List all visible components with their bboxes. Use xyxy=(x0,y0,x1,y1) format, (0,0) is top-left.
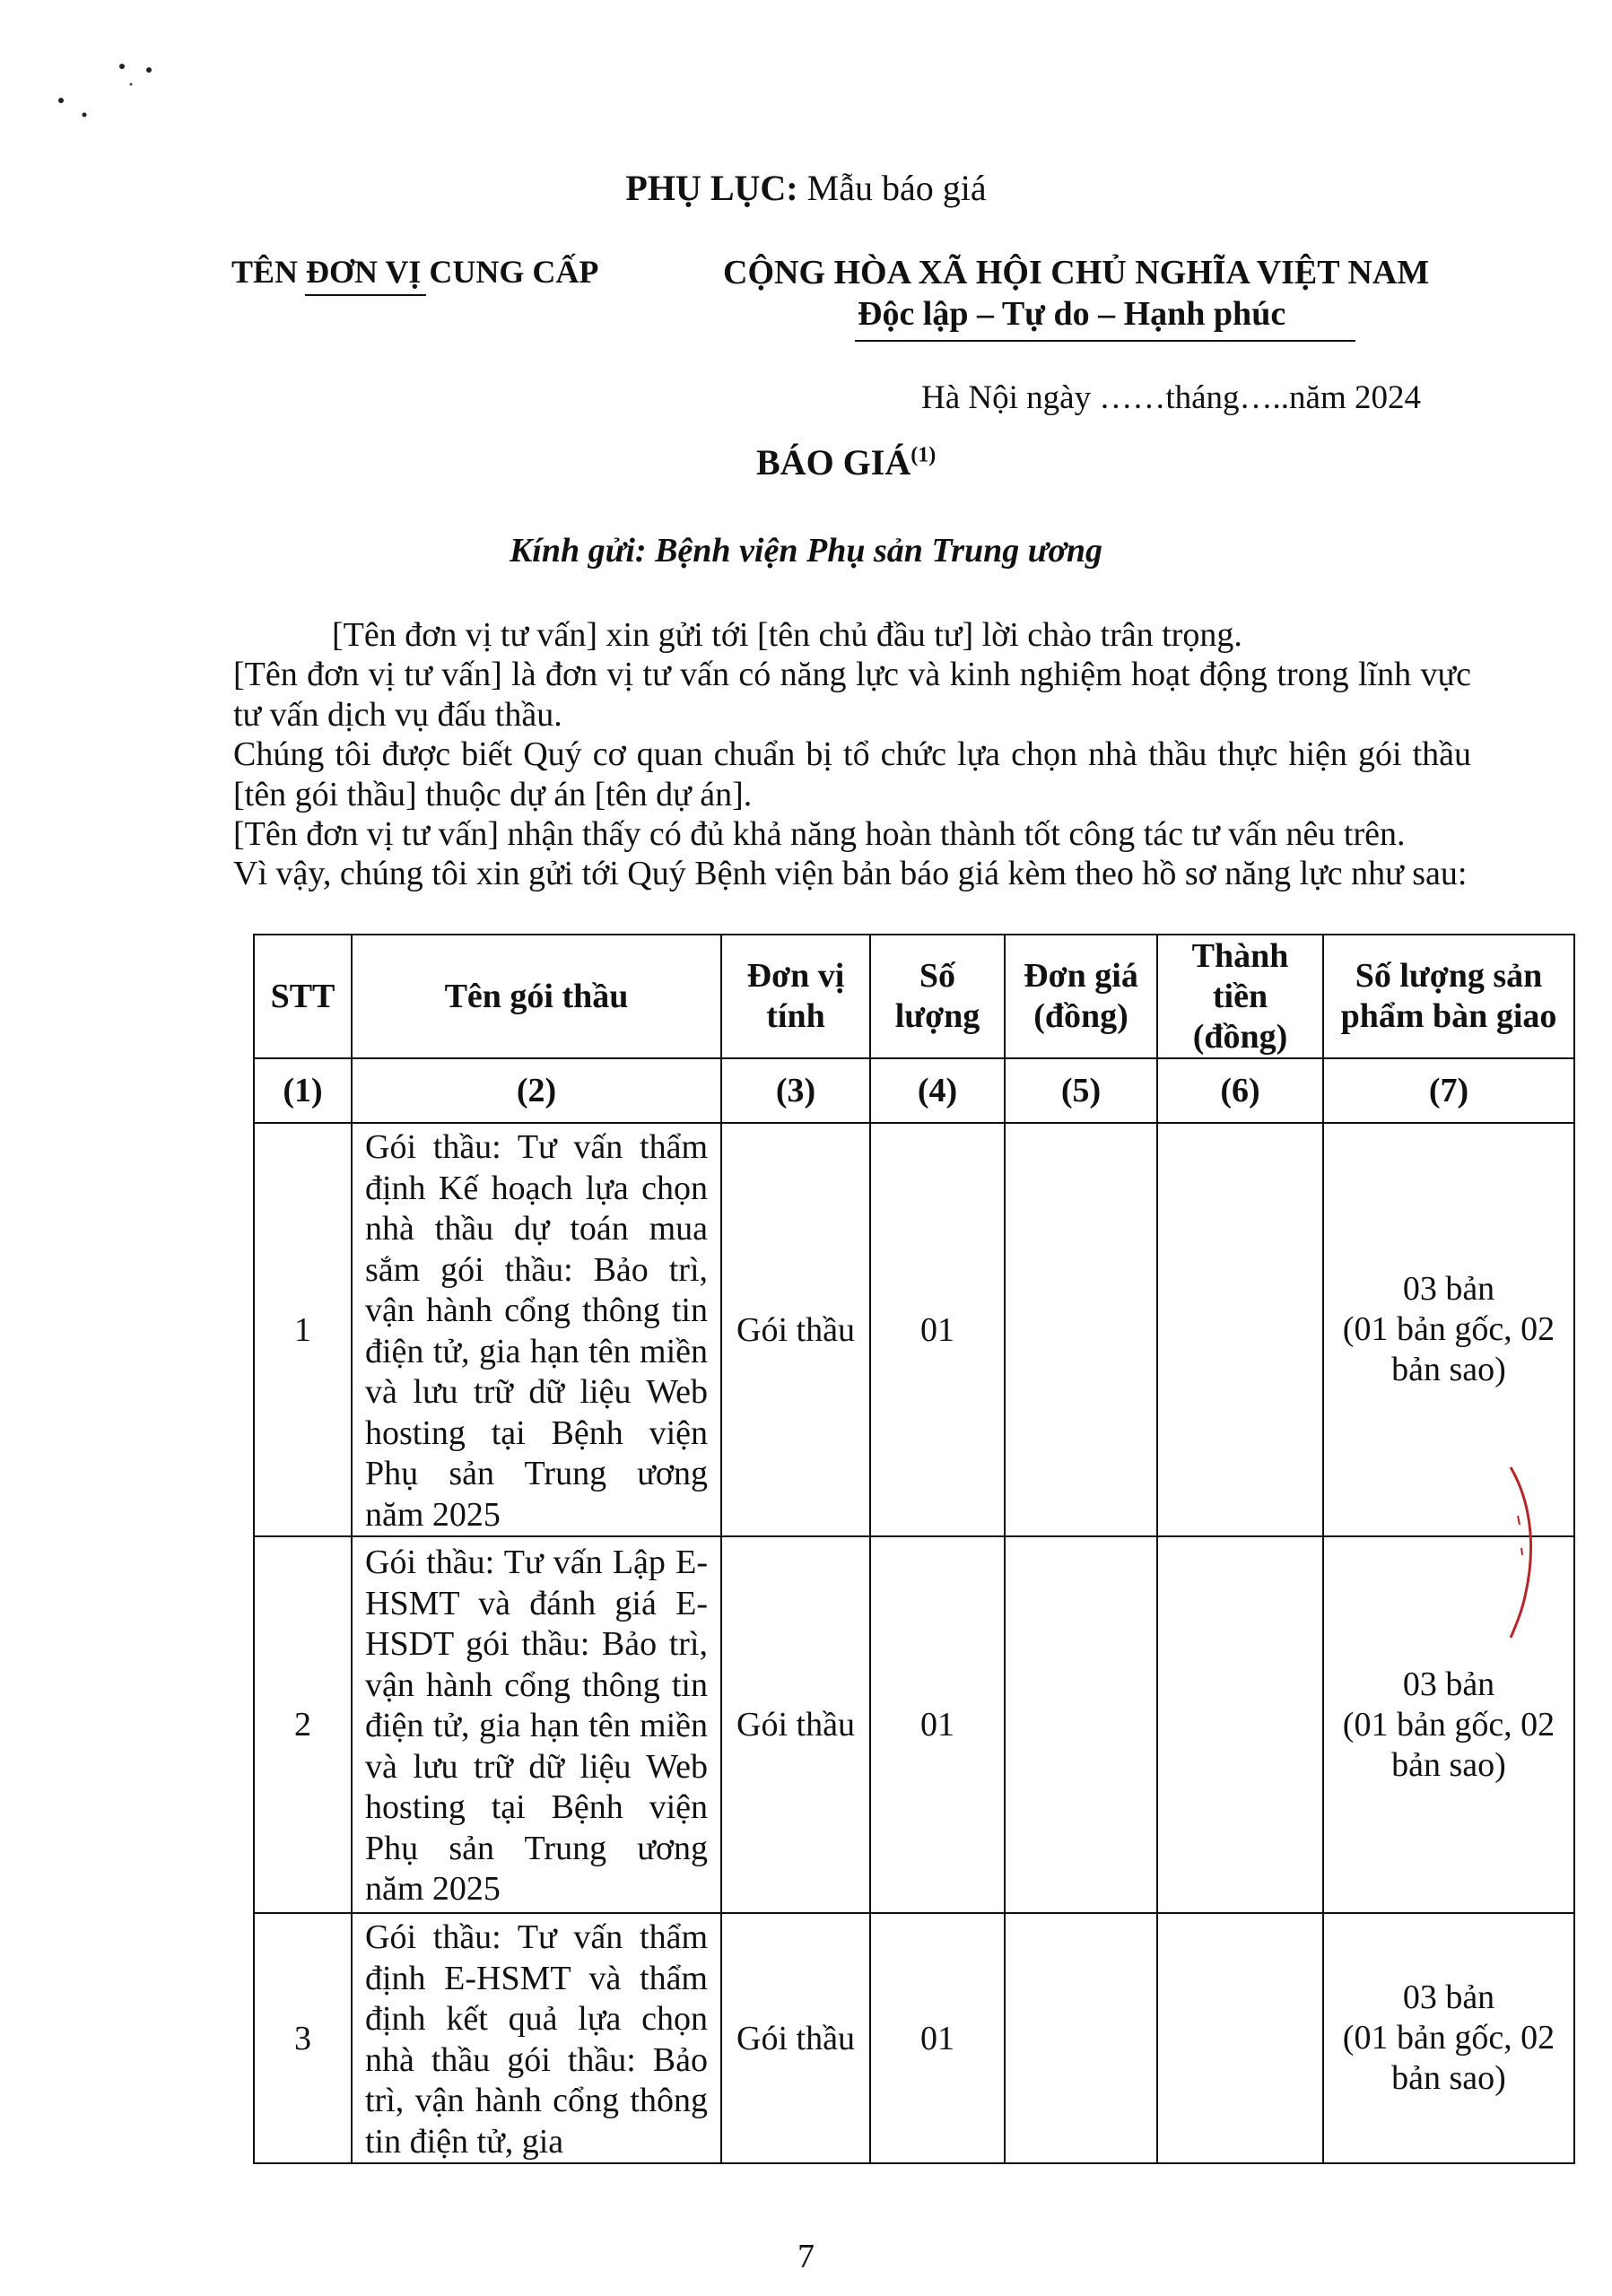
republic-title: CỘNG HÒA XÃ HỘI CHỦ NGHĨA VIỆT NAM xyxy=(723,254,1430,291)
row-unit-price xyxy=(1005,1536,1157,1913)
header-unit: Đơn vị tính xyxy=(721,935,870,1058)
row-quantity: 01 xyxy=(870,1123,1005,1536)
header-stt: STT xyxy=(254,935,352,1058)
column-number: (4) xyxy=(870,1058,1005,1123)
row-total xyxy=(1157,1123,1323,1536)
column-number: (6) xyxy=(1157,1058,1323,1123)
row-total xyxy=(1157,1913,1323,2163)
column-number: (1) xyxy=(254,1058,352,1123)
row-quantity: 01 xyxy=(870,1913,1005,2163)
deliverable-count: 03 bản xyxy=(1402,1665,1495,1703)
deliverable-count: 03 bản xyxy=(1402,1979,1495,2016)
column-number-row xyxy=(254,1058,1574,1123)
deliverable-detail: (01 bản gốc, 02 bản sao) xyxy=(1342,1310,1555,1388)
column-number: (3) xyxy=(721,1058,870,1123)
table-row xyxy=(254,1913,1574,2163)
column-number: (2) xyxy=(352,1058,721,1123)
title-footnote: (1) xyxy=(911,443,937,467)
body-paragraph-1: [Tên đơn vị tư vấn] xin gửi tới [tên chủ đầu tư] lời chào trân trọng. xyxy=(332,616,1242,654)
row-unit-price xyxy=(1005,1123,1157,1536)
row-deliverables xyxy=(1323,1913,1574,2163)
row-package-name: Gói thầu: Tư vấn Lập E-HSMT và đánh giá E-HSDT gói thầu: Bảo trì, vận hành cổng thông tin điện tử, gia hạn tên miền và lưu trữ dữ liệu Web hosting tại Bệnh viện Phụ sản Trung ương năm 2025 xyxy=(352,1536,721,1913)
quote-table xyxy=(253,934,1575,2164)
row-unit-price xyxy=(1005,1913,1157,2163)
table-row xyxy=(254,1536,1574,1913)
national-motto: Độc lập – Tự do – Hạnh phúc xyxy=(858,295,1286,333)
table-row xyxy=(254,1123,1574,1536)
row-total xyxy=(1157,1536,1323,1913)
body-paragraph-5: Vì vậy, chúng tôi xin gửi tới Quý Bệnh viện bản báo giá kèm theo hồ sơ năng lực như sau: xyxy=(233,855,1468,892)
deliverable-detail: (01 bản gốc, 02 bản sao) xyxy=(1342,1705,1555,1784)
recipient-line: Kính gửi: Bệnh viện Phụ sản Trung ương xyxy=(509,532,1103,570)
supplier-name: TÊN ĐƠN VỊ CUNG CẤP xyxy=(231,254,599,290)
header-quantity: Số lượng xyxy=(870,935,1005,1058)
column-number: (7) xyxy=(1323,1058,1574,1123)
row-stt: 2 xyxy=(254,1536,352,1913)
body-paragraph-4: [Tên đơn vị tư vấn] nhận thấy có đủ khả năng hoàn thành tốt công tác tư vấn nêu trên. xyxy=(233,815,1406,853)
row-package-name: Gói thầu: Tư vấn thẩm định Kế hoạch lựa chọn nhà thầu dự toán mua sắm gói thầu: Bảo trì, vận hành cổng thông tin điện tử, gia hạn tên miền và lưu trữ dữ liệu Web hosting tại Bệnh viện Phụ sản Trung ương năm 2025 xyxy=(352,1123,721,1536)
column-number: (5) xyxy=(1005,1058,1157,1123)
body-paragraph-2: [Tên đơn vị tư vấn] là đơn vị tư vấn có năng lực và kinh nghiệm hoạt động trong lĩnh vực tư vấn dịch vụ đấu thầu. xyxy=(233,656,1471,734)
row-unit: Gói thầu xyxy=(721,1123,870,1536)
supplier-underline xyxy=(305,294,426,296)
scan-specks xyxy=(54,54,161,126)
header-package-name: Tên gói thầu xyxy=(352,935,721,1058)
body-paragraph-3: Chúng tôi được biết Quý cơ quan chuẩn bị tổ chức lựa chọn nhà thầu thực hiện gói thầu [tên gói thầu] thuộc dự án [tên dự án]. xyxy=(233,735,1471,813)
initial-mark-icon xyxy=(1498,1462,1552,1641)
dateline: Hà Nội ngày ……tháng…..năm 2024 xyxy=(921,379,1421,416)
header-total: Thành tiền (đồng) xyxy=(1157,935,1323,1058)
row-unit: Gói thầu xyxy=(721,1913,870,2163)
row-stt: 3 xyxy=(254,1913,352,2163)
row-unit: Gói thầu xyxy=(721,1536,870,1913)
header-unit-price: Đơn giá (đồng) xyxy=(1005,935,1157,1058)
row-stt: 1 xyxy=(254,1123,352,1536)
deliverable-count: 03 bản xyxy=(1402,1270,1495,1308)
header-deliverables: Số lượng sản phẩm bàn giao xyxy=(1323,935,1574,1058)
document-title: BÁO GIÁ$^{(1)}$ xyxy=(756,442,937,483)
row-quantity: 01 xyxy=(870,1536,1005,1913)
motto-underline xyxy=(855,340,1355,342)
page-number: 7 xyxy=(797,2238,815,2275)
row-package-name: Gói thầu: Tư vấn thẩm định E-HSMT và thẩm định kết quả lựa chọn nhà thầu gói thầu: Bảo trì, vận hành cổng thông tin điện tử, gia xyxy=(352,1913,721,2163)
appendix-title: PHỤ LỤC: Mẫu báo giá xyxy=(625,168,987,208)
deliverable-detail: (01 bản gốc, 02 bản sao) xyxy=(1342,2019,1555,2097)
table-header-row xyxy=(254,935,1574,1058)
